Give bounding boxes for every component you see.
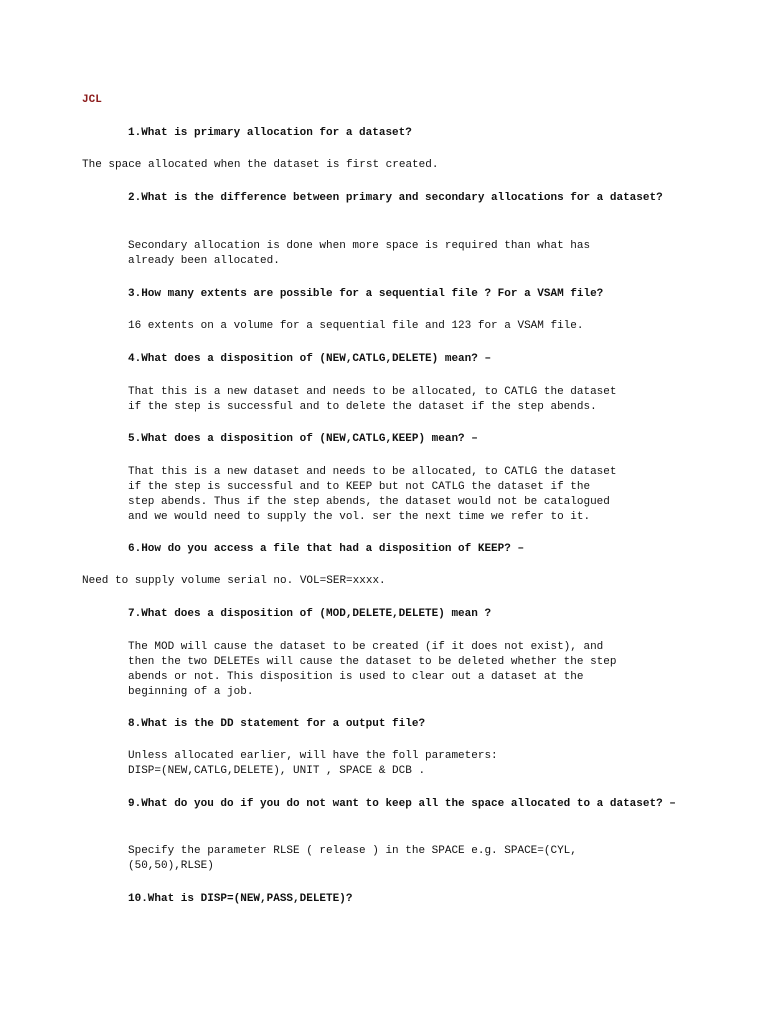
answer-9: Specify the parameter RLSE ( release ) in the SPACE e.g. SPACE=(CYL, (50,50),RLSE) <box>128 845 577 872</box>
answer-5: That this is a new dataset and needs to be allocated, to CATLG the dataset if the step is successful and to KEEP but not CATLG the dataset if the step abends. Thus if the step abends, the dataset would not be catalogued and we would need to supply the vol. ser the next time we refer to it. <box>128 466 617 523</box>
question-3: 3.How many extents are possible for a sequential file ? For a VSAM file? <box>128 288 604 300</box>
answer-2: Secondary allocation is done when more space is required than what has already been allocated. <box>128 240 591 267</box>
answer-1: The space allocated when the dataset is first created. <box>82 159 439 171</box>
answer-6: Need to supply volume serial no. VOL=SER=xxxx. <box>82 575 386 587</box>
question-10: 10.What is DISP=(NEW,PASS,DELETE)? <box>128 893 353 905</box>
answer-8: Unless allocated earlier, will have the foll parameters: DISP=(NEW,CATLG,DELETE), UNIT , SPACE & DCB . <box>128 750 498 777</box>
question-1: 1.What is primary allocation for a dataset? <box>128 127 412 139</box>
question-8: 8.What is the DD statement for a output file? <box>128 718 426 730</box>
question-7: 7.What does a disposition of (MOD,DELETE,DELETE) mean ? <box>128 608 492 620</box>
question-9: 9.What do you do if you do not want to keep all the space allocated to a dataset? – <box>128 798 676 810</box>
question-6: 6.How do you access a file that had a disposition of KEEP? – <box>128 543 525 555</box>
document-heading: JCL <box>82 94 102 106</box>
answer-7: The MOD will cause the dataset to be created (if it does not exist), and then the two DELETEs will cause the dataset to be deleted whether the step abends or not. This disposition is used to clear out a dataset at the beginning of a job. <box>128 641 617 698</box>
question-2: 2.What is the difference between primary and secondary allocations for a dataset? <box>128 192 663 204</box>
answer-4: That this is a new dataset and needs to be allocated, to CATLG the dataset if the step is successful and to delete the dataset if the step abends. <box>128 386 617 413</box>
answer-3: 16 extents on a volume for a sequential file and 123 for a VSAM file. <box>128 320 584 332</box>
question-4: 4.What does a disposition of (NEW,CATLG,DELETE) mean? – <box>128 353 492 365</box>
question-5: 5.What does a disposition of (NEW,CATLG,KEEP) mean? – <box>128 433 478 445</box>
